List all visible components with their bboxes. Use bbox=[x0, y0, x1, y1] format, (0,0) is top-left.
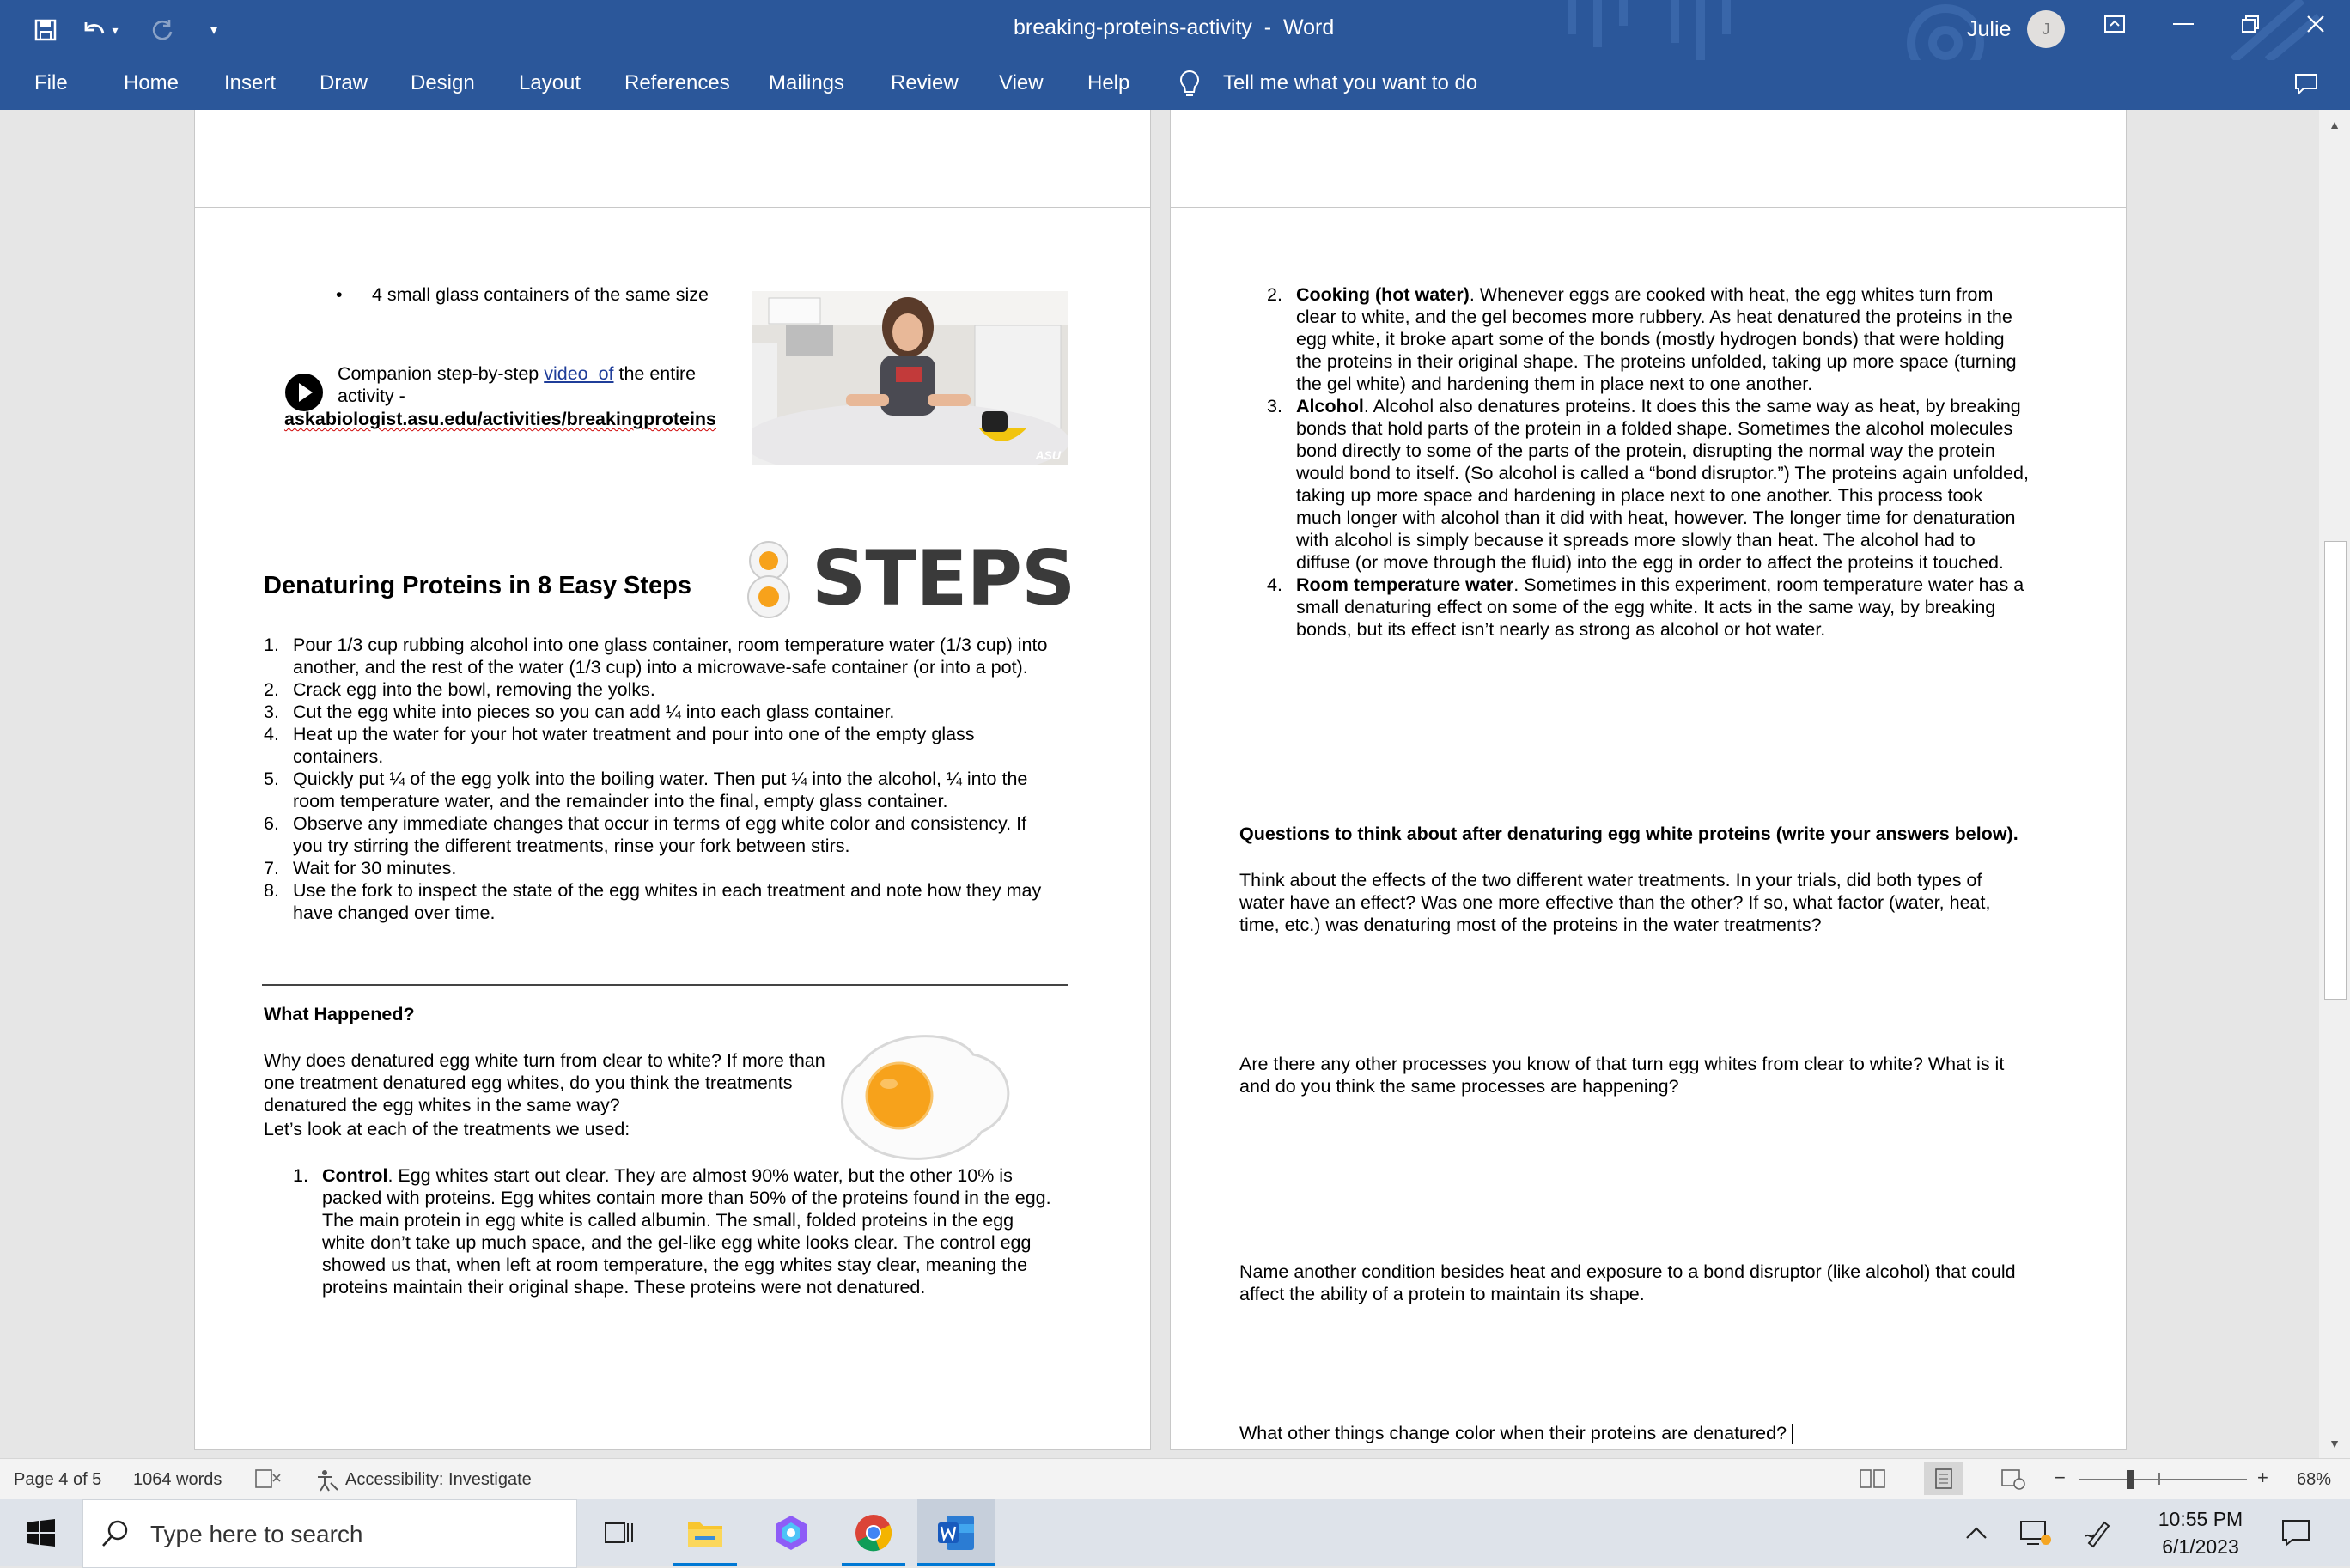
bullet-dot: • bbox=[336, 284, 343, 305]
tab-view[interactable]: View bbox=[999, 71, 1044, 94]
minimize-icon[interactable] bbox=[2158, 7, 2209, 41]
list-item bbox=[264, 634, 1088, 678]
video-thumbnail-photo[interactable] bbox=[752, 291, 1068, 465]
running-indicator bbox=[842, 1563, 905, 1566]
list-text: packed with proteins. Egg whites contain more than 50% of the proteins found in the egg. bbox=[322, 1188, 1051, 1208]
list-text: containers. bbox=[293, 746, 384, 767]
tab-mailings[interactable]: Mailings bbox=[769, 71, 845, 94]
user-name[interactable]: Julie bbox=[1967, 17, 2012, 41]
word-taskbar-icon[interactable] bbox=[917, 1499, 995, 1566]
list-text-part: . Sometimes in this experiment, room temperature water has a bbox=[1513, 574, 2024, 595]
question-1 bbox=[1239, 869, 1990, 936]
hot-water-label: Cooking (hot water) bbox=[1296, 284, 1470, 305]
word-count[interactable]: 1064 words bbox=[133, 1470, 222, 1489]
list-item bbox=[1267, 395, 2109, 574]
list-number: 6. bbox=[264, 813, 279, 834]
page-4-right[interactable] bbox=[1170, 207, 2127, 1450]
video-caption-text: Companion step-by-step bbox=[338, 363, 545, 384]
why-paragraph bbox=[264, 1049, 825, 1116]
search-icon bbox=[100, 1519, 130, 1553]
lightbulb-icon bbox=[1178, 70, 1201, 103]
zoom-slider-thumb[interactable] bbox=[2127, 1470, 2134, 1489]
steps-list bbox=[264, 634, 1088, 924]
horizontal-divider bbox=[262, 984, 1068, 986]
list-item bbox=[264, 768, 1088, 812]
paragraph-line: Why does denatured egg white turn from clear to white? If more than bbox=[264, 1050, 825, 1071]
video-link[interactable]: video of bbox=[544, 363, 614, 384]
list-text-part: . Whenever eggs are cooked with heat, the egg whites turn from bbox=[1469, 284, 1994, 305]
active-indicator bbox=[917, 1563, 995, 1566]
list-text: white don’t take up much space, and the gel-like egg white looks clear. The control egg bbox=[322, 1232, 1032, 1253]
tab-design[interactable]: Design bbox=[411, 71, 475, 94]
paragraph-line: water have an effect? Was one more effective than the other? If so, what factor (water, heat, bbox=[1239, 892, 1991, 913]
tab-file[interactable]: File bbox=[34, 71, 68, 94]
list-text: bond directly to some of the parts of the protein, disrupting the normal way the protein bbox=[1296, 441, 1995, 461]
list-text: diffuse (or move through the fluid) into the egg in order to affect the proteins it touched. bbox=[1296, 552, 2004, 573]
list-item bbox=[264, 879, 1088, 924]
zoom-slider-center-mark bbox=[2158, 1473, 2160, 1485]
list-text: have changed over time. bbox=[293, 903, 496, 923]
notifications-icon[interactable] bbox=[2268, 1499, 2324, 1566]
list-text: The main protein in egg white is called albumin. The small, folded proteins in the egg bbox=[322, 1210, 1014, 1231]
tab-help[interactable]: Help bbox=[1087, 71, 1130, 94]
page-4-left[interactable] bbox=[194, 207, 1151, 1450]
list-text: you try stirring the different treatments, rinse your fork between stirs. bbox=[293, 836, 850, 856]
video-caption-tail: the entire bbox=[613, 363, 697, 384]
list-text-part: . Alcohol also denatures proteins. It does this the same way as heat, by breaking bbox=[1363, 396, 2021, 416]
tab-draw[interactable]: Draw bbox=[320, 71, 368, 94]
redo-icon[interactable] bbox=[143, 10, 182, 50]
video-url[interactable]: askabiologist.asu.edu/activities/breakingproteins bbox=[284, 409, 717, 429]
accessibility-icon[interactable] bbox=[314, 1468, 340, 1498]
restore-icon[interactable] bbox=[2225, 7, 2276, 41]
list-text bbox=[1296, 574, 2109, 596]
print-layout-button[interactable] bbox=[1924, 1462, 1963, 1495]
scroll-down-icon[interactable]: ▼ bbox=[2329, 1437, 2341, 1450]
tab-layout[interactable]: Layout bbox=[519, 71, 581, 94]
taskbar bbox=[0, 1499, 2350, 1566]
chevron-up-icon[interactable] bbox=[1955, 1499, 1998, 1566]
list-item bbox=[1267, 574, 2109, 641]
zoom-out-icon[interactable]: − bbox=[2055, 1467, 2066, 1488]
file-explorer-icon[interactable] bbox=[667, 1499, 744, 1566]
list-text: small denaturing effect on some of the egg white. It acts in the same way, by breaking bbox=[1296, 597, 1996, 617]
scroll-up-icon[interactable]: ▲ bbox=[2329, 118, 2341, 131]
paragraph-line: Are there any other processes you know of that turn egg whites from clear to white? What is it bbox=[1239, 1054, 2005, 1074]
list-text: Observe any immediate changes that occur in terms of egg white color and consistency. If bbox=[293, 813, 1027, 834]
paragraph-line: and do you think the same processes are happening? bbox=[1239, 1076, 1679, 1097]
list-text: room temperature water, and the remainder into the final, empty glass container. bbox=[293, 791, 948, 811]
tab-insert[interactable]: Insert bbox=[224, 71, 277, 94]
eight-egg-icon bbox=[745, 540, 793, 623]
list-text: taking up more space and hardening in place next to one another. This process took bbox=[1296, 485, 1983, 506]
control-text: . Egg whites start out clear. They are almost 90% water, but the other 10% is bbox=[387, 1165, 1013, 1186]
list-text: Pour 1/3 cup rubbing alcohol into one glass container, room temperature water (1/3 cup) into bbox=[293, 635, 1048, 655]
comments-icon[interactable] bbox=[2293, 72, 2319, 100]
save-icon[interactable] bbox=[26, 10, 65, 50]
title-bar bbox=[0, 0, 2350, 60]
paragraph-line: one treatment denatured egg whites, do you think the treatments bbox=[264, 1073, 793, 1093]
list-item bbox=[293, 1164, 1083, 1298]
question-4 bbox=[1239, 1422, 1793, 1444]
list-number: 8. bbox=[264, 880, 279, 901]
list-item bbox=[1267, 283, 2109, 395]
list-number: 4. bbox=[264, 724, 279, 744]
list-text: the gel white) and hardening them in place next to one another. bbox=[1296, 374, 1813, 394]
question-3 bbox=[1239, 1261, 2016, 1305]
list-text: Crack egg into the bowl, removing the yolks. bbox=[293, 679, 655, 700]
list-item bbox=[264, 723, 1088, 768]
list-text bbox=[1296, 395, 2109, 417]
list-text: bonds that hold parts of the protein in a folded shape. Sometimes the alcohol molecules bbox=[1296, 418, 2013, 439]
fried-egg-icon bbox=[836, 1029, 1016, 1170]
list-text: Cut the egg white into pieces so you can add ¼ into each glass container. bbox=[293, 702, 895, 722]
clock-date[interactable]: 6/1/2023 bbox=[2162, 1535, 2239, 1558]
status-bar bbox=[0, 1458, 2350, 1500]
text-cursor bbox=[1792, 1424, 1793, 1444]
paragraph-line: time, etc.) was denaturing most of the proteins in the water treatments? bbox=[1239, 915, 1822, 935]
network-icon[interactable] bbox=[2010, 1499, 2061, 1566]
paragraph-line: affect the ability of a protein to maintain its shape. bbox=[1239, 1284, 1645, 1304]
pen-icon[interactable] bbox=[2072, 1499, 2123, 1566]
zoom-level[interactable]: 68% bbox=[2297, 1470, 2332, 1489]
lets-look-text: Let’s look at each of the treatments we used: bbox=[264, 1119, 630, 1140]
list-number: 4. bbox=[1267, 574, 1282, 595]
list-text: the proteins in their original shape. The proteins unfolded, taking up more space (turning bbox=[1296, 351, 2017, 372]
treatment-list-continued bbox=[1267, 283, 2109, 641]
avatar[interactable]: J bbox=[2027, 10, 2065, 48]
close-icon[interactable] bbox=[2290, 7, 2341, 41]
list-number: 5. bbox=[264, 769, 279, 789]
zoom-in-icon[interactable]: + bbox=[2257, 1467, 2268, 1488]
read-mode-icon[interactable] bbox=[1859, 1466, 1886, 1492]
steps-graphic-text: STEPS bbox=[812, 534, 1075, 623]
ribbon-tabs bbox=[0, 60, 2350, 110]
web-layout-icon[interactable] bbox=[2000, 1466, 2027, 1492]
list-number: 2. bbox=[264, 679, 279, 700]
list-text: proteins maintain their original shape. These proteins were not denatured. bbox=[322, 1277, 926, 1298]
list-text: another, and the rest of the water (1/3 cup) into a microwave-safe container (or into a pot). bbox=[293, 657, 1028, 678]
list-number: 3. bbox=[264, 702, 279, 722]
document-title: breaking-proteins-activity - Word bbox=[1014, 15, 1335, 40]
list-text: Quickly put ¼ of the egg yolk into the boiling water. Then put ¼ into the alcohol, ¼ into the bbox=[293, 769, 1028, 789]
list-text bbox=[322, 1164, 1083, 1187]
list-text: Wait for 30 minutes. bbox=[293, 858, 457, 878]
document-canvas[interactable] bbox=[0, 110, 2319, 1458]
list-text: clear to white, and the gel becomes more rubbery. As heat denatured the proteins in the bbox=[1296, 307, 2012, 327]
clock-time[interactable]: 10:55 PM bbox=[2158, 1508, 2243, 1530]
list-number: 1. bbox=[293, 1165, 308, 1186]
question-2 bbox=[1239, 1053, 2004, 1097]
list-text: egg white, it broke apart some of the bonds (mostly hydrogen bonds) that were holding bbox=[1296, 329, 2005, 349]
control-label: Control bbox=[322, 1165, 388, 1186]
running-indicator bbox=[673, 1563, 737, 1566]
task-view-icon[interactable] bbox=[581, 1499, 658, 1566]
list-number: 2. bbox=[1267, 284, 1282, 305]
ribbon-display-options-icon[interactable] bbox=[2089, 7, 2140, 41]
tell-me-search[interactable]: Tell me what you want to do bbox=[1223, 71, 1478, 94]
list-text: Use the fork to inspect the state of the egg whites in each treatment and note how they may bbox=[293, 880, 1042, 901]
asu-logo: ASU bbox=[1035, 448, 1061, 462]
list-text bbox=[1296, 283, 2109, 306]
list-item bbox=[264, 701, 1088, 723]
tab-review[interactable]: Review bbox=[891, 71, 959, 94]
list-text: much longer with alcohol than it did with heat, however. The longer time for denaturation bbox=[1296, 507, 2016, 528]
materials-bullet-item: 4 small glass containers of the same size bbox=[372, 284, 709, 305]
list-text: would bond to itself. (So alcohol is called a “bond disruptor.”) The proteins again unfolded, bbox=[1296, 463, 2029, 483]
questions-heading: Questions to think about after denaturing egg white proteins (write your answers below). bbox=[1239, 824, 2018, 844]
alcohol-label: Alcohol bbox=[1296, 396, 1364, 416]
page-count[interactable]: Page 4 of 5 bbox=[14, 1470, 102, 1489]
proofing-icon[interactable] bbox=[254, 1468, 282, 1495]
list-text: showed us that, when left at room temperature, the egg whites stay clear, meaning the bbox=[322, 1255, 1028, 1275]
accessibility-status[interactable]: Accessibility: Investigate bbox=[345, 1470, 532, 1489]
tab-home[interactable]: Home bbox=[124, 71, 180, 94]
list-number: 1. bbox=[264, 635, 279, 655]
search-box[interactable] bbox=[82, 1499, 577, 1568]
list-text: bonds, but its effect isn’t nearly as strong as alcohol or hot water. bbox=[1296, 619, 1826, 640]
list-text: with alcohol is simply because it spreads more slowly than heat. The alcohol had to bbox=[1296, 530, 1976, 550]
list-item bbox=[264, 857, 1088, 879]
tab-references[interactable]: References bbox=[624, 71, 730, 94]
chrome-icon[interactable] bbox=[835, 1499, 912, 1566]
treatment-list bbox=[293, 1164, 1083, 1298]
vertical-scrollbar[interactable] bbox=[2319, 110, 2350, 1458]
list-number: 3. bbox=[1267, 396, 1282, 416]
what-happened-heading: What Happened? bbox=[264, 1004, 415, 1024]
customize-toolbar-icon[interactable]: ▾ bbox=[210, 23, 218, 38]
video-caption bbox=[338, 362, 696, 385]
list-number: 7. bbox=[264, 858, 279, 878]
scroll-thumb[interactable] bbox=[2324, 541, 2347, 1000]
paragraph-line: Name another condition besides heat and exposure to a bond disruptor (like alcohol) that could bbox=[1239, 1261, 2016, 1282]
room-temp-label: Room temperature water bbox=[1296, 574, 1514, 595]
paragraph-line: Think about the effects of the two different water treatments. In your trials, did both types of bbox=[1239, 870, 1982, 890]
steps-heading: Denaturing Proteins in 8 Easy Steps bbox=[264, 572, 691, 599]
search-placeholder: Type here to search bbox=[150, 1521, 363, 1547]
question-4-text: What other things change color when their proteins are denatured? bbox=[1239, 1423, 1793, 1443]
undo-dropdown-icon[interactable]: ▾ bbox=[112, 22, 119, 37]
list-item bbox=[264, 678, 1088, 701]
list-text: Heat up the water for your hot water treatment and pour into one of the empty glass bbox=[293, 724, 975, 744]
copilot-icon[interactable] bbox=[752, 1499, 830, 1566]
list-item bbox=[264, 812, 1088, 857]
zoom-slider[interactable] bbox=[2079, 1479, 2247, 1480]
windows-start-icon[interactable] bbox=[0, 1499, 82, 1566]
paragraph-line: denatured the egg whites in the same way? bbox=[264, 1095, 620, 1115]
video-caption-line2: activity - bbox=[338, 386, 405, 406]
